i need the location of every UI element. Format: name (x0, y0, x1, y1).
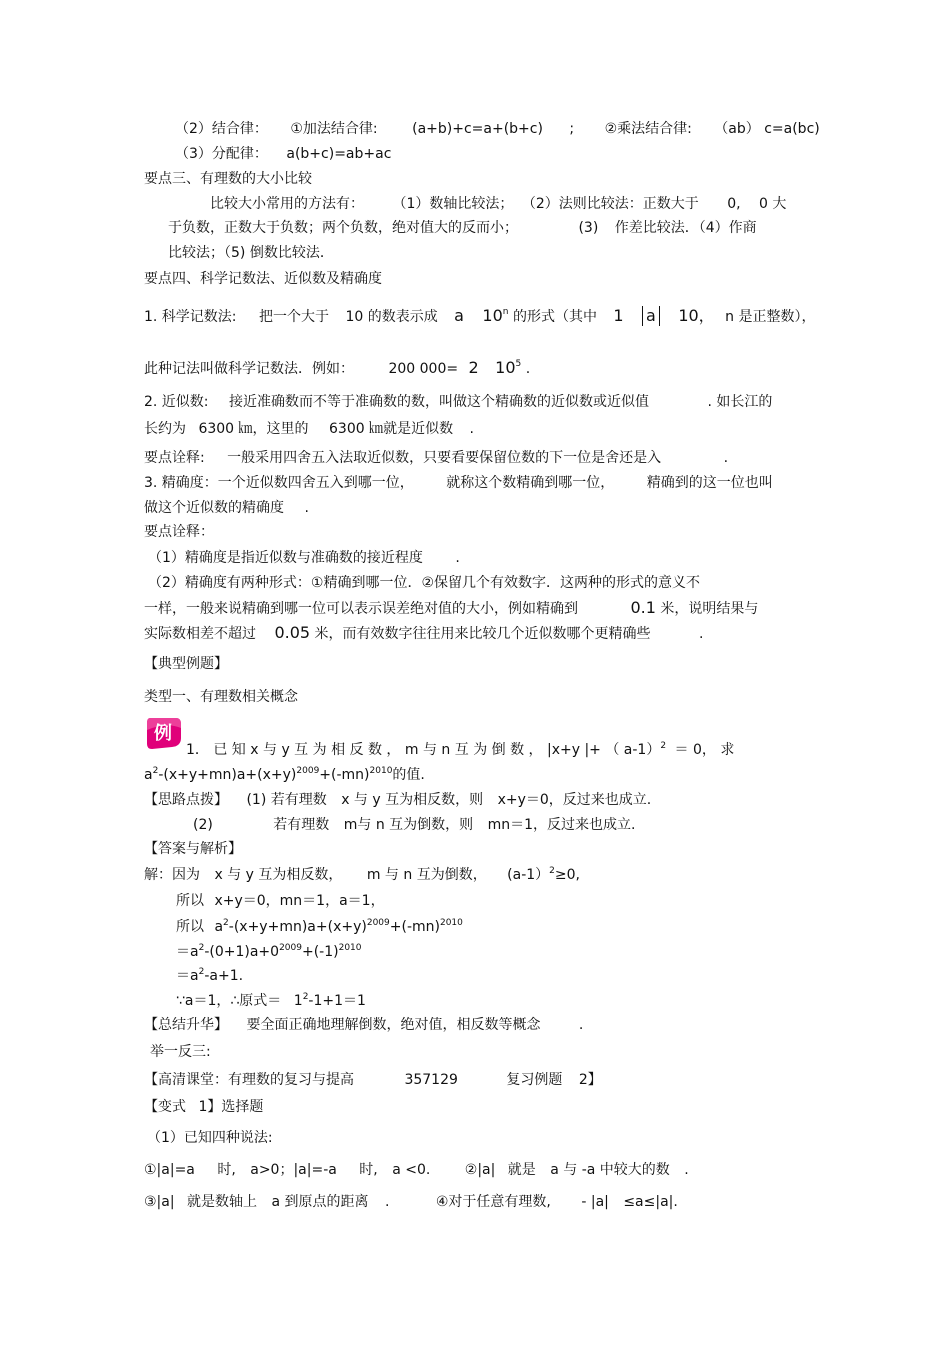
text: (1) 若有理数 (246, 792, 327, 808)
line-practice (150, 1043, 211, 1061)
line-summary (144, 1016, 583, 1034)
text: 米，而有效数字往往用来比较几个近似数哪个更精确些 (314, 626, 651, 642)
math-two: 2 (468, 358, 479, 377)
text: 作差比较法．（4）作商 (614, 220, 757, 236)
exponent: 2010 (439, 918, 463, 928)
text: 【思路点拨】 (144, 792, 228, 808)
text: 【答案与解析】 (144, 841, 242, 857)
text: 若有理数 (273, 817, 330, 833)
line-note-2b (144, 599, 758, 618)
text: 实际数相差不超过 (144, 626, 256, 642)
text: +(-mn) (389, 919, 440, 935)
text: . (384, 1194, 390, 1210)
text: 所以 (176, 893, 204, 909)
text: 的值. (392, 767, 425, 783)
text: 要点诠释： (144, 524, 214, 540)
exponent: 2 (549, 866, 555, 876)
text: 要点诠释: (144, 450, 205, 466)
text: 就是数轴上 (187, 1194, 258, 1210)
heading-text: 要点三、有理数的大小比较 (144, 171, 312, 187)
text: ①加法结合律: (290, 121, 378, 137)
exponent: 2 (223, 918, 229, 928)
heading-text: 要点四、科学记数法、近似数及精确度 (144, 271, 382, 287)
abs-a: a (642, 306, 660, 326)
line-solution-3 (176, 918, 463, 936)
line-associative-law (175, 120, 820, 138)
text: 把一个大于 (258, 309, 329, 325)
text: . (723, 450, 729, 466)
exponent: 2010 (338, 943, 362, 953)
text: 2. 近似数: (144, 394, 209, 410)
text: . (578, 1017, 584, 1033)
line-note-rounding (144, 449, 728, 467)
line-precision-2 (144, 499, 309, 517)
line-note-1 (148, 549, 460, 567)
text: 1． 已 知 x 与 y 互 为 相 反 数 ， m 与 n 互 为 倒 数 ， |x+y |+ （ a-1） (186, 742, 661, 758)
value: 0.05 (274, 623, 311, 642)
text: ; (569, 121, 575, 137)
text: 【高清课堂：有理数的复习与提高 (144, 1072, 354, 1088)
text: 长约为 (144, 421, 186, 437)
text: 要全面正确地理解倒数，绝对值，相反数等概念 (246, 1017, 541, 1033)
text: a <0. (392, 1162, 431, 1178)
exponent: 2 (198, 967, 205, 977)
line-note-heading (144, 523, 214, 541)
text: . (455, 550, 460, 566)
text: （2）法则比较法：正数大于 (521, 196, 699, 212)
text: ③|a| (144, 1194, 175, 1210)
text: 类型一、有理数相关概念 (144, 689, 298, 705)
badge-label: 例 (154, 723, 172, 744)
exponent: 2 (152, 766, 159, 776)
line-compare-methods (210, 195, 786, 213)
text: 于负数，正数大于负数；两个负数，绝对值大的反而小； (168, 220, 518, 236)
text: (a-1） (507, 867, 550, 883)
text: a 与 -a 中较大的数 (550, 1162, 670, 1178)
formula: （ab） c=a(bc) (714, 121, 820, 137)
base: 10 (482, 306, 503, 325)
text: . (684, 1162, 689, 1178)
text: mn＝1，反过来也成立. (487, 817, 636, 833)
example-badge-icon (146, 716, 182, 750)
text: 时, (359, 1162, 378, 1178)
text: （2）精确度有两种形式：①精确到哪一位．②保留几个有效数字．这两种的形式的意义不 (148, 575, 701, 591)
text: -(0+1)a+0 (204, 944, 280, 960)
text: x 与 y 互为相反数， (214, 867, 343, 883)
line-precision (144, 474, 773, 492)
text: 1】选择题 (198, 1099, 264, 1115)
line-hd-class (144, 1071, 602, 1089)
base: 10 (495, 358, 516, 377)
line-option-3-4 (144, 1193, 678, 1211)
formula: a(b+c)=ab+ac (286, 146, 392, 162)
text: 做这个近似数的精确度 (144, 500, 284, 516)
text: 复习例题 (506, 1072, 563, 1088)
line-note-2c (144, 624, 703, 643)
text: . (698, 626, 704, 642)
text: 比较法；（5) 倒数比较法． (168, 245, 334, 261)
exponent: 2010 (369, 766, 393, 776)
text: ∵a＝1，∴原式＝ (176, 993, 282, 1009)
line-scientific-notation (144, 306, 815, 326)
value: 0.1 (630, 598, 656, 617)
text: 的形式（其中 (512, 309, 597, 325)
line-compare-methods-3 (168, 244, 334, 262)
line-hint (144, 791, 651, 809)
text: (3) (578, 220, 599, 236)
text: - |a| (581, 1194, 609, 1210)
text: 6300 ㎞，这里的 (198, 421, 309, 437)
text: 接近准确数而不等于准确数的数，叫做这个精确数的近似数或近似值 (228, 394, 649, 410)
exponent: 5 (515, 359, 522, 369)
text: 就是 (507, 1162, 536, 1178)
text: 就称这个数精确到哪一位， (446, 475, 615, 491)
line-example-1 (186, 741, 734, 759)
text: n 是正整数）， (725, 309, 816, 325)
heading-point-four (144, 270, 382, 288)
exponent: n (502, 307, 509, 317)
text: . (469, 421, 474, 437)
formula: (a+b)+c=a+(b+c) (412, 121, 543, 137)
exponent: 2 (660, 741, 667, 751)
text: （2）结合律： (175, 121, 268, 137)
text: 米，说明结果与 (660, 601, 759, 617)
text: 解：因为 (144, 867, 200, 883)
text: a 到原点的距离 (271, 1194, 369, 1210)
line-solution-4 (176, 943, 362, 961)
line-approx-number (144, 393, 772, 411)
text: （1）已知四种说法: (147, 1130, 273, 1146)
text: 一般采用四舍五入法取近似数，只要看要保留位数的下一位是舍还是入 (227, 450, 662, 466)
text: （1）数轴比较法； (392, 196, 514, 212)
text: 10 的数表示成 (345, 309, 438, 325)
line-variant (144, 1098, 263, 1116)
text: a (144, 767, 153, 783)
text: 举一反三: (150, 1044, 211, 1060)
exponent: 2009 (279, 943, 302, 953)
text: 时, (217, 1162, 236, 1178)
exponent: 2 (302, 992, 309, 1002)
line-hint-2 (193, 816, 636, 834)
exponent: 2009 (366, 918, 390, 928)
text: ＝a (176, 968, 199, 984)
text: ①|a|=a (144, 1162, 195, 1178)
exponent: 2009 (296, 766, 320, 776)
text: 此种记法叫做科学记数法．例如： (144, 361, 354, 377)
text: 【典型例题】 (144, 656, 228, 672)
line-solution-5 (176, 967, 243, 985)
text: 所以 (176, 919, 204, 935)
line-example-1-expr (144, 766, 425, 784)
line-solution-6 (176, 992, 366, 1010)
line-solution-2 (176, 892, 385, 910)
math-power (482, 307, 508, 325)
text: ②|a| (464, 1162, 496, 1178)
text: -(x+y+mn)a+(x+y) (158, 767, 297, 783)
heading-answer (144, 840, 242, 858)
line-notation-example (144, 359, 530, 378)
text: 0, (727, 196, 741, 212)
text: ≥0, (554, 867, 580, 883)
heading-type-one (144, 688, 298, 706)
text: . 如长江的 (707, 394, 773, 410)
text: 0 大 (759, 196, 787, 212)
math-power (495, 359, 521, 377)
text: 200 000= (388, 361, 459, 377)
text: m 与 n 互为倒数， (366, 867, 487, 883)
line-compare-methods-2 (168, 219, 757, 237)
text: a (214, 919, 224, 935)
text: ②乘法结合律: (604, 121, 692, 137)
text: 精确到的这一位也叫 (646, 475, 773, 491)
text: 1. 科学记数法: (144, 309, 237, 325)
text: 1 (293, 993, 303, 1009)
math-ten: 10， (678, 306, 715, 325)
exponent: 2 (198, 943, 205, 953)
line-question-1 (147, 1129, 273, 1147)
text: 6300 ㎞就是近似数 (329, 421, 454, 437)
text: 一样，一般来说精确到哪一位可以表示误差绝对值的大小，例如精确到 (144, 601, 578, 617)
text: -1+1＝1 (308, 993, 366, 1009)
text: -a+1. (204, 968, 244, 984)
line-note-2 (148, 574, 700, 592)
text: x 与 y 互为相反数，则 (341, 792, 484, 808)
heading-point-three (144, 170, 312, 188)
text: . (304, 500, 309, 516)
math-a: a (454, 306, 464, 325)
text: 【变式 (144, 1099, 186, 1115)
text: 比较大小常用的方法有： (210, 196, 364, 212)
text: ＝a (176, 944, 199, 960)
text: ＝ 0， 求 (674, 742, 735, 758)
math-one: 1 (613, 306, 624, 325)
text: m与 n 互为倒数，则 (343, 817, 474, 833)
text: （1）精确度是指近似数与准确数的接近程度 (148, 550, 423, 566)
text: 【总结升华】 (144, 1017, 228, 1033)
text: +(-1) (301, 944, 339, 960)
text: x+y＝0，mn＝1，a＝1， (214, 893, 385, 909)
line-approx-example (144, 420, 474, 438)
heading-typical-examples (144, 655, 228, 673)
text: 2】 (578, 1072, 602, 1088)
text: (2) (193, 817, 213, 833)
text: +(-mn) (319, 767, 370, 783)
text: ≤a≤|a|. (623, 1194, 678, 1210)
line-distributive-law (175, 145, 391, 163)
text: x+y＝0，反过来也成立. (497, 792, 652, 808)
text: 3. 精确度：一个近似数四舍五入到哪一位， (144, 475, 414, 491)
text: -(x+y+mn)a+(x+y) (228, 919, 367, 935)
line-option-1-2 (144, 1161, 689, 1179)
text: a>0；|a|=-a (250, 1162, 337, 1178)
text: . (525, 361, 531, 377)
text: 357129 (404, 1072, 458, 1088)
text: ④对于任意有理数, (435, 1194, 551, 1210)
text: （3）分配律： (175, 146, 268, 162)
line-solution (144, 866, 580, 884)
